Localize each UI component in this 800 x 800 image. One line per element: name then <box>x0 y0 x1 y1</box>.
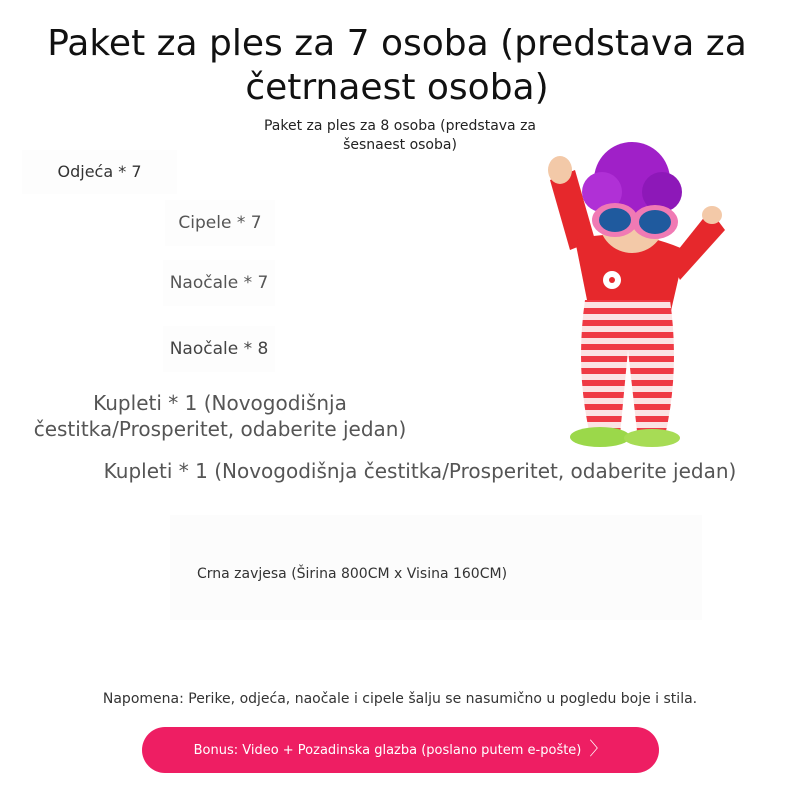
bonus-label: Bonus: Video + Pozadinska glazba (poslano putem e-pošte) <box>193 742 582 758</box>
item-glasses-8: Naočale * 8 <box>163 326 275 372</box>
costume-photo <box>520 140 740 460</box>
item-couplets-long: Kupleti * 1 (Novogodišnja čestitka/Prosperitet, odaberite jedan) <box>103 459 737 483</box>
page-title: Paket za ples za 7 osoba (predstava za četrnaest osoba) <box>47 23 747 108</box>
item-couplets-short: Kupleti * 1 (Novogodišnja čestitka/Prosperitet, odaberite jedan) <box>33 391 407 441</box>
chevron-right-icon: 〉 <box>589 739 608 760</box>
item-curtain: Crna zavjesa (Širina 800CM x Visina 160CM) <box>196 566 508 582</box>
item-clothes: Odjeća * 7 <box>22 150 177 194</box>
package-subtitle: Paket za ples za 8 osoba (predstava za šesnaest osoba) <box>263 118 537 153</box>
bonus-button[interactable] <box>142 727 659 773</box>
item-shoes: Cipele * 7 <box>165 200 275 246</box>
item-glasses-7: Naočale * 7 <box>163 260 275 306</box>
note-text: Napomena: Perike, odjeća, naočale i cipele šalju se nasumično u pogledu boje i stila. <box>102 691 698 707</box>
